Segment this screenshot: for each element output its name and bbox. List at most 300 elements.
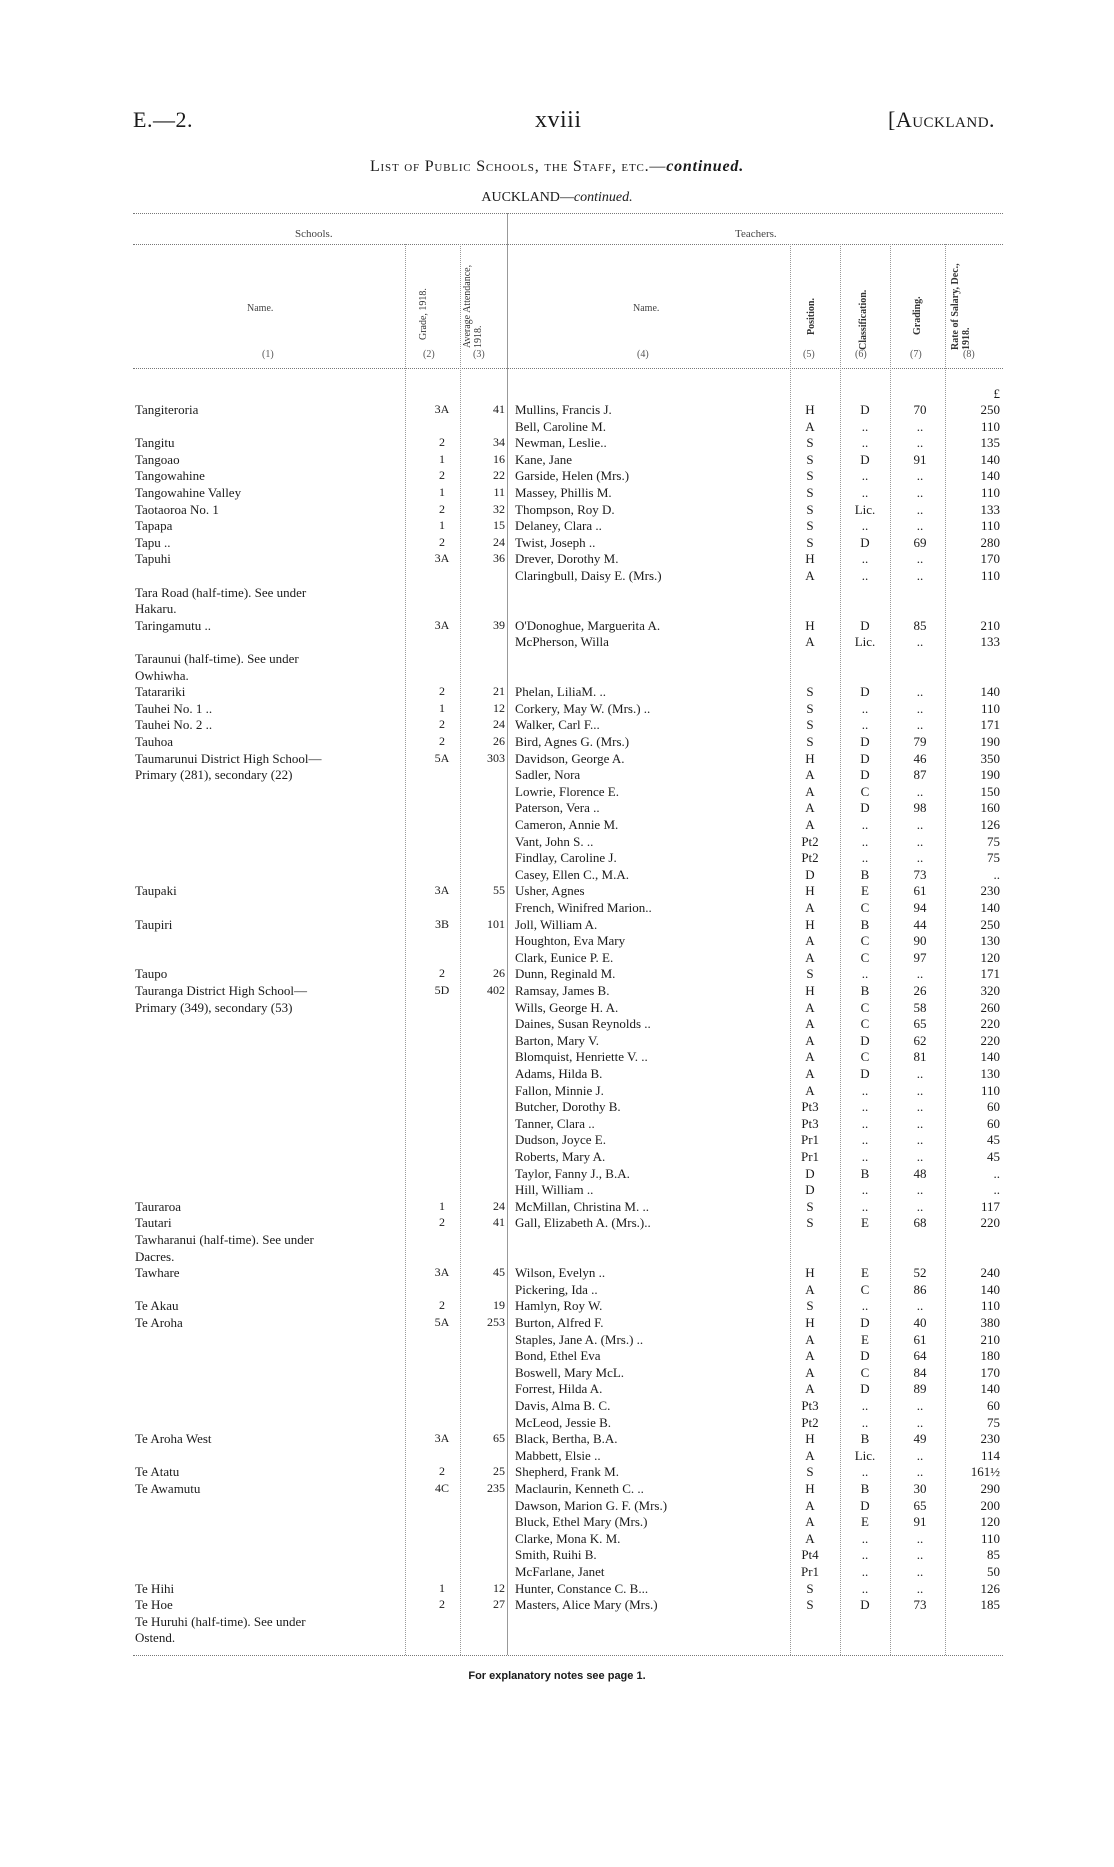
- page-title: [0, 158, 1114, 176]
- teacher-position: S: [806, 1597, 814, 1613]
- teacher-grading: ..: [916, 783, 924, 799]
- teacher-salary: 230: [980, 883, 1000, 899]
- teacher-grading: ..: [916, 717, 924, 733]
- teacher-position: S: [806, 717, 814, 733]
- table-row: [0, 1347, 1114, 1364]
- teacher-classification: ..: [861, 568, 869, 583]
- teacher-grading: ..: [916, 966, 924, 982]
- teacher-position: H: [805, 1265, 815, 1281]
- teacher-classification: ..: [861, 1580, 869, 1596]
- teacher-name: Usher, Agnes: [515, 883, 585, 899]
- teacher-classification: ..: [861, 1182, 869, 1198]
- teacher-name-header: Name.: [633, 303, 660, 314]
- school-name: Tauraroa: [135, 1198, 182, 1214]
- teacher-position: D: [805, 1165, 815, 1181]
- teacher-classification: ..: [861, 700, 869, 716]
- table-row: [0, 501, 1114, 518]
- teacher-grading: ..: [916, 1530, 924, 1546]
- school-name: Tauhoa: [135, 734, 174, 749]
- teacher-name: McLeod, Jessie B.: [515, 1414, 612, 1430]
- teacher-name: Smith, Ruihi B.: [515, 1547, 597, 1563]
- teacher-grading: ..: [916, 418, 924, 434]
- teacher-grading: 61: [913, 883, 927, 899]
- teacher-grading: ..: [916, 634, 924, 650]
- teacher-classification: ..: [861, 435, 869, 451]
- teacher-salary: 190: [980, 767, 1000, 783]
- teacher-classification: D: [860, 1497, 870, 1513]
- teacher-name: Hill, William ..: [515, 1182, 594, 1198]
- table-row: [0, 1629, 1114, 1646]
- teacher-grading: ..: [916, 833, 924, 849]
- school-name: Taringamutu ..: [135, 617, 211, 633]
- teacher-salary: 171: [980, 717, 1000, 733]
- teacher-salary: 230: [980, 1431, 1000, 1447]
- teacher-name: Findlay, Caroline J.: [515, 850, 617, 866]
- teacher-position: A: [805, 817, 815, 832]
- teacher-name: Delaney, Clara ..: [515, 518, 602, 534]
- teacher-classification: D: [860, 1315, 870, 1330]
- teacher-salary: 140: [980, 1281, 1000, 1297]
- teacher-position: S: [806, 435, 814, 451]
- teacher-grading: ..: [916, 1099, 924, 1115]
- table-row: [0, 999, 1114, 1016]
- teacher-name: Corkery, May W. (Mrs.) ..: [515, 700, 651, 716]
- teacher-grading: 87: [913, 767, 927, 783]
- teacher-salary: 60: [987, 1099, 1000, 1115]
- school-name: Tawhare: [135, 1265, 180, 1281]
- teacher-classification: D: [860, 617, 870, 633]
- teacher-position: H: [805, 750, 815, 766]
- teacher-name: Hamlyn, Roy W.: [515, 1298, 603, 1314]
- teacher-salary: 200: [980, 1497, 1000, 1513]
- teacher-classification: E: [861, 1331, 869, 1347]
- teacher-name: Butcher, Dorothy B.: [515, 1099, 621, 1115]
- teacher-position: A: [805, 1364, 815, 1380]
- teacher-grading: 48: [913, 1165, 927, 1181]
- school-attendance: 12: [493, 1580, 505, 1595]
- teacher-position: S: [806, 451, 814, 467]
- table-row: [0, 1098, 1114, 1115]
- teacher-grading: ..: [916, 1447, 924, 1463]
- region-header: [Auckland.: [888, 107, 996, 132]
- teacher-salary: 130: [980, 1066, 1000, 1081]
- table-row: [0, 434, 1114, 451]
- table-row: [0, 1264, 1114, 1281]
- teacher-name: Dawson, Marion G. F. (Mrs.): [515, 1497, 668, 1513]
- teacher-classification: ..: [861, 1149, 869, 1164]
- teacher-name: Hunter, Constance C. B...: [515, 1580, 649, 1596]
- school-grade: 1: [439, 451, 445, 466]
- teacher-name: Roberts, Mary A.: [515, 1149, 606, 1164]
- teacher-classification: ..: [861, 850, 869, 866]
- teacher-position: A: [805, 767, 815, 783]
- teacher-grading: 64: [913, 1348, 927, 1364]
- teacher-salary: 260: [980, 999, 1000, 1015]
- teacher-salary: 171: [980, 966, 1000, 982]
- school-name: Primary (281), secondary (22): [135, 767, 293, 783]
- school-name: Owhiwha.: [135, 667, 189, 683]
- teacher-salary: 220: [980, 1016, 1000, 1032]
- school-name: Taumarunui District High School—: [135, 750, 322, 766]
- teacher-position: A: [805, 933, 815, 949]
- table-row: [0, 899, 1114, 916]
- teacher-classification: ..: [861, 1198, 869, 1214]
- teacher-grading: 86: [913, 1281, 927, 1297]
- table-row: [0, 733, 1114, 750]
- teacher-name: Ramsay, James B.: [515, 983, 610, 998]
- school-attendance: 402: [487, 983, 505, 997]
- teacher-salary: 85: [987, 1547, 1000, 1563]
- teacher-salary: 45: [987, 1132, 1000, 1148]
- teacher-salary: 161½: [970, 1464, 1000, 1480]
- school-name: Te Atatu: [135, 1464, 180, 1480]
- school-name: Taotaoroa No. 1: [135, 501, 219, 517]
- school-grade: 2: [439, 468, 445, 483]
- table-row: [0, 700, 1114, 717]
- school-attendance: 21: [493, 684, 505, 699]
- school-grade: 4C: [434, 1481, 449, 1495]
- table-row: [0, 1397, 1114, 1414]
- school-attendance: 36: [493, 551, 505, 566]
- teacher-position: S: [806, 468, 814, 484]
- teacher-salary: 180: [980, 1348, 1000, 1364]
- school-attendance: 45: [493, 1265, 505, 1280]
- teacher-name: Dudson, Joyce E.: [515, 1132, 606, 1148]
- teacher-name: Bluck, Ethel Mary (Mrs.): [515, 1514, 648, 1530]
- school-attendance: 24: [493, 534, 505, 549]
- teacher-grading: 97: [913, 949, 927, 965]
- table-row: [0, 1214, 1114, 1231]
- school-grade: 1: [439, 700, 445, 715]
- teacher-classification: D: [860, 734, 870, 749]
- table-row: [0, 833, 1114, 850]
- table-row: [0, 1032, 1114, 1049]
- teacher-grading: 89: [913, 1381, 927, 1397]
- school-attendance: 32: [493, 501, 505, 516]
- teacher-position: H: [805, 883, 815, 899]
- teacher-classification: B: [860, 866, 870, 882]
- teacher-classification: D: [860, 451, 870, 467]
- teacher-classification: C: [860, 900, 870, 915]
- school-grade: 1: [439, 485, 445, 499]
- teacher-classification: D: [860, 750, 870, 766]
- teacher-salary: 60: [987, 1115, 1000, 1131]
- teacher-classification: ..: [861, 1464, 869, 1480]
- school-name: Tauranga District High School—: [135, 983, 308, 998]
- teacher-name: Bird, Agnes G. (Mrs.): [515, 734, 630, 749]
- teacher-grading: 91: [913, 451, 927, 467]
- teacher-classification: ..: [861, 1132, 869, 1148]
- teacher-position: Pt2: [801, 1414, 819, 1430]
- teacher-name: Masters, Alice Mary (Mrs.): [515, 1597, 658, 1613]
- school-attendance: 26: [493, 966, 505, 981]
- school-grade: 2: [439, 684, 445, 699]
- teacher-classification: ..: [861, 817, 869, 832]
- col-number-8: (8): [963, 349, 975, 360]
- table-row: [0, 1546, 1114, 1563]
- teacher-grading: 85: [913, 617, 927, 633]
- school-grade: 2: [439, 1597, 445, 1612]
- group-header-rule: [133, 244, 1003, 245]
- school-name: Tangoao: [135, 451, 180, 467]
- teacher-position: S: [806, 1215, 814, 1231]
- table-row: [0, 584, 1114, 601]
- teacher-classification: C: [860, 1016, 870, 1032]
- teacher-name: Clarke, Mona K. M.: [515, 1530, 621, 1546]
- teacher-name: Houghton, Eva Mary: [515, 933, 626, 949]
- school-attendance: 22: [493, 468, 505, 483]
- teacher-salary: 75: [987, 833, 1000, 849]
- teacher-grading: ..: [916, 1398, 924, 1413]
- school-name: Te Hoe: [135, 1597, 173, 1613]
- subtitle-cont: continued.: [573, 190, 633, 205]
- teacher-name: Walker, Carl F...: [515, 717, 600, 733]
- table-bottom-rule: [133, 1655, 1003, 1656]
- teacher-grading: 98: [913, 800, 927, 816]
- teacher-classification: ..: [861, 1082, 869, 1098]
- table-row: [0, 1181, 1114, 1198]
- table-row: [0, 633, 1114, 650]
- teacher-classification: ..: [861, 1099, 869, 1115]
- teacher-salary: 290: [980, 1481, 1000, 1496]
- school-grade: 3B: [434, 916, 449, 931]
- table-row: [0, 484, 1114, 501]
- table-row: [0, 882, 1114, 899]
- school-name: Tautari: [135, 1215, 172, 1231]
- teacher-name: Phelan, LiliaM. ..: [515, 684, 606, 700]
- teacher-name: Forrest, Hilda A.: [515, 1381, 603, 1397]
- teacher-name: Bond, Ethel Eva: [515, 1348, 601, 1364]
- teacher-classification: Lic.: [854, 501, 876, 517]
- currency-symbol: £: [993, 386, 1000, 401]
- teacher-name: Adams, Hilda B.: [515, 1066, 603, 1081]
- teacher-name: Twist, Joseph ..: [515, 534, 596, 550]
- parliamentary-paper-ref: E.—2.: [133, 107, 193, 132]
- school-grade: 2: [439, 734, 445, 748]
- table-row: [0, 617, 1114, 634]
- teacher-grading: 61: [913, 1331, 927, 1347]
- teacher-salary: 126: [980, 817, 1000, 832]
- school-grade: 3A: [434, 402, 450, 416]
- teacher-salary: 110: [980, 700, 1000, 716]
- teacher-classification: ..: [861, 551, 869, 567]
- teacher-grading: ..: [916, 435, 924, 451]
- school-grade: 1: [439, 1198, 445, 1213]
- teacher-salary: 220: [980, 1215, 1000, 1231]
- teacher-name: Mabbett, Elsie ..: [515, 1447, 601, 1463]
- teacher-classification: C: [860, 783, 870, 799]
- table-row: [0, 949, 1114, 966]
- teacher-salary: 250: [980, 916, 1000, 932]
- school-attendance: 41: [493, 1215, 505, 1230]
- teacher-name: Sadler, Nora: [515, 767, 581, 783]
- teacher-position: S: [806, 966, 814, 982]
- table-row: [0, 1480, 1114, 1497]
- teacher-salary: 110: [980, 418, 1000, 434]
- school-grade: 5D: [434, 983, 450, 997]
- teacher-classification: D: [860, 684, 870, 700]
- school-attendance: 41: [493, 402, 505, 416]
- teacher-salary: 210: [980, 617, 1000, 633]
- teacher-position: A: [805, 1530, 815, 1546]
- page-number: xviii: [535, 107, 582, 133]
- table-row: [0, 783, 1114, 800]
- col-number-6: (6): [855, 349, 867, 360]
- teacher-name: Black, Bertha, B.A.: [515, 1431, 618, 1447]
- teacher-classification: B: [860, 1481, 870, 1496]
- teacher-classification: D: [860, 800, 870, 816]
- teacher-grading: ..: [916, 551, 924, 567]
- teacher-position: A: [805, 1016, 815, 1032]
- teacher-position: A: [805, 1281, 815, 1297]
- school-grade: 2: [439, 1215, 445, 1230]
- school-grade: 3A: [434, 617, 450, 632]
- table-row: [0, 1596, 1114, 1613]
- teacher-name: Gall, Elizabeth A. (Mrs.)..: [515, 1215, 651, 1231]
- table-row: [0, 1048, 1114, 1065]
- teacher-position: S: [806, 734, 814, 749]
- school-attendance: 27: [493, 1597, 505, 1612]
- teacher-classification: B: [860, 1431, 870, 1447]
- school-grade: 3A: [434, 1265, 450, 1280]
- teacher-salary: 110: [980, 485, 1000, 500]
- teacher-grading: ..: [916, 1198, 924, 1214]
- teacher-grading: 44: [913, 916, 927, 932]
- salary-header: Rate of Salary, Dec., 1918.: [950, 263, 972, 350]
- teacher-name: McFarlane, Janet: [515, 1564, 605, 1579]
- school-name: Tauhei No. 1 ..: [135, 700, 213, 716]
- school-attendance: 24: [493, 1198, 505, 1213]
- school-attendance: 39: [493, 617, 505, 632]
- teacher-classification: D: [860, 534, 870, 550]
- teacher-position: A: [805, 1049, 815, 1065]
- column-header-rule: [133, 368, 1003, 369]
- teacher-grading: ..: [916, 1082, 924, 1098]
- school-grade: 1: [439, 1580, 445, 1595]
- teacher-position: S: [806, 684, 814, 700]
- teacher-grading: ..: [916, 1564, 924, 1579]
- table-row: [0, 1165, 1114, 1182]
- teacher-classification: E: [861, 1514, 869, 1530]
- table-row: [0, 401, 1114, 418]
- teacher-grading: ..: [916, 1115, 924, 1131]
- table-row: [0, 1131, 1114, 1148]
- teacher-salary: 110: [980, 518, 1000, 534]
- teacher-salary: 110: [980, 1530, 1000, 1546]
- teacher-name: Blomquist, Henriette V. ..: [515, 1049, 648, 1065]
- col-number-4: (4): [637, 349, 649, 360]
- teacher-name: Cameron, Annie M.: [515, 817, 619, 832]
- school-name: Dacres.: [135, 1248, 175, 1264]
- teacher-classification: ..: [861, 1115, 869, 1131]
- teacher-position: Pt2: [801, 833, 819, 849]
- teacher-name: Newman, Leslie..: [515, 435, 607, 451]
- table-row: [0, 1148, 1114, 1165]
- school-attendance: 24: [493, 717, 505, 732]
- teacher-grading: ..: [916, 850, 924, 866]
- teacher-grading: ..: [916, 1182, 924, 1198]
- teacher-classification: B: [860, 916, 870, 932]
- teacher-position: H: [805, 617, 815, 633]
- teacher-name: Staples, Jane A. (Mrs.) ..: [515, 1331, 644, 1347]
- teacher-position: S: [806, 501, 814, 517]
- school-name: Tapu ..: [135, 534, 171, 550]
- teacher-position: Pt3: [801, 1099, 819, 1115]
- table-row: [0, 1115, 1114, 1132]
- teacher-position: H: [805, 402, 815, 417]
- teacher-grading: ..: [916, 1580, 924, 1596]
- teacher-name: Shepherd, Frank M.: [515, 1464, 619, 1480]
- teacher-grading: ..: [916, 1132, 924, 1148]
- teacher-position: A: [805, 800, 815, 816]
- teacher-classification: D: [860, 1066, 870, 1081]
- school-name: Hakaru.: [135, 601, 177, 617]
- teacher-name: Thompson, Roy D.: [515, 501, 615, 517]
- teachers-group-header: Teachers.: [735, 228, 777, 240]
- teacher-grading: ..: [916, 1464, 924, 1480]
- school-attendance: 19: [493, 1298, 505, 1313]
- teacher-position: H: [805, 1481, 815, 1496]
- teacher-salary: 140: [980, 468, 1000, 484]
- teacher-salary: 350: [980, 750, 1000, 766]
- table-row: [0, 799, 1114, 816]
- teacher-salary: 75: [987, 1414, 1000, 1430]
- col-number-1: (1): [262, 349, 274, 360]
- page-subtitle: [0, 190, 1114, 206]
- teacher-classification: ..: [861, 1547, 869, 1563]
- teacher-salary: 250: [980, 402, 1000, 417]
- teacher-name: Pickering, Ida ..: [515, 1281, 598, 1297]
- attendance-header: Average Attendance, 1918.: [462, 264, 484, 348]
- school-name: Tapuhi: [135, 551, 171, 567]
- col-number-3: (3): [473, 349, 485, 360]
- teacher-name: Burton, Alfred F.: [515, 1315, 604, 1330]
- teacher-grading: 79: [913, 734, 927, 749]
- table-row: [0, 1414, 1114, 1431]
- classification-header: Classification.: [858, 289, 869, 350]
- teacher-name: French, Winifred Marion..: [515, 900, 652, 915]
- teacher-salary: 110: [980, 1082, 1000, 1098]
- teacher-grading: ..: [916, 1547, 924, 1563]
- teacher-position: H: [805, 983, 815, 998]
- teacher-name: Garside, Helen (Mrs.): [515, 468, 630, 484]
- teacher-grading: ..: [916, 684, 924, 700]
- table-row: [0, 1231, 1114, 1248]
- school-grade: 1: [439, 518, 445, 533]
- teacher-position: S: [806, 1464, 814, 1480]
- school-name: Te Huruhi (half-time). See under: [135, 1613, 306, 1629]
- teacher-classification: E: [861, 1215, 869, 1231]
- teacher-name: Lowrie, Florence E.: [515, 783, 619, 799]
- teacher-position: A: [805, 1514, 815, 1530]
- teacher-grading: ..: [916, 518, 924, 534]
- teacher-salary: 50: [987, 1564, 1000, 1579]
- teacher-classification: Lic.: [854, 1447, 876, 1463]
- teacher-grading: 84: [913, 1364, 927, 1380]
- teacher-grading: ..: [916, 1149, 924, 1164]
- teacher-classification: ..: [861, 1414, 869, 1430]
- table-row: [0, 1331, 1114, 1348]
- teacher-position: H: [805, 1431, 815, 1447]
- teacher-classification: ..: [861, 966, 869, 982]
- teacher-salary: 135: [980, 435, 1000, 451]
- table-row: [0, 849, 1114, 866]
- school-attendance: 65: [493, 1431, 505, 1446]
- table-row: [0, 716, 1114, 733]
- teacher-position: Pr1: [800, 1132, 820, 1148]
- school-grade: 3A: [434, 551, 450, 566]
- teacher-position: H: [805, 916, 815, 932]
